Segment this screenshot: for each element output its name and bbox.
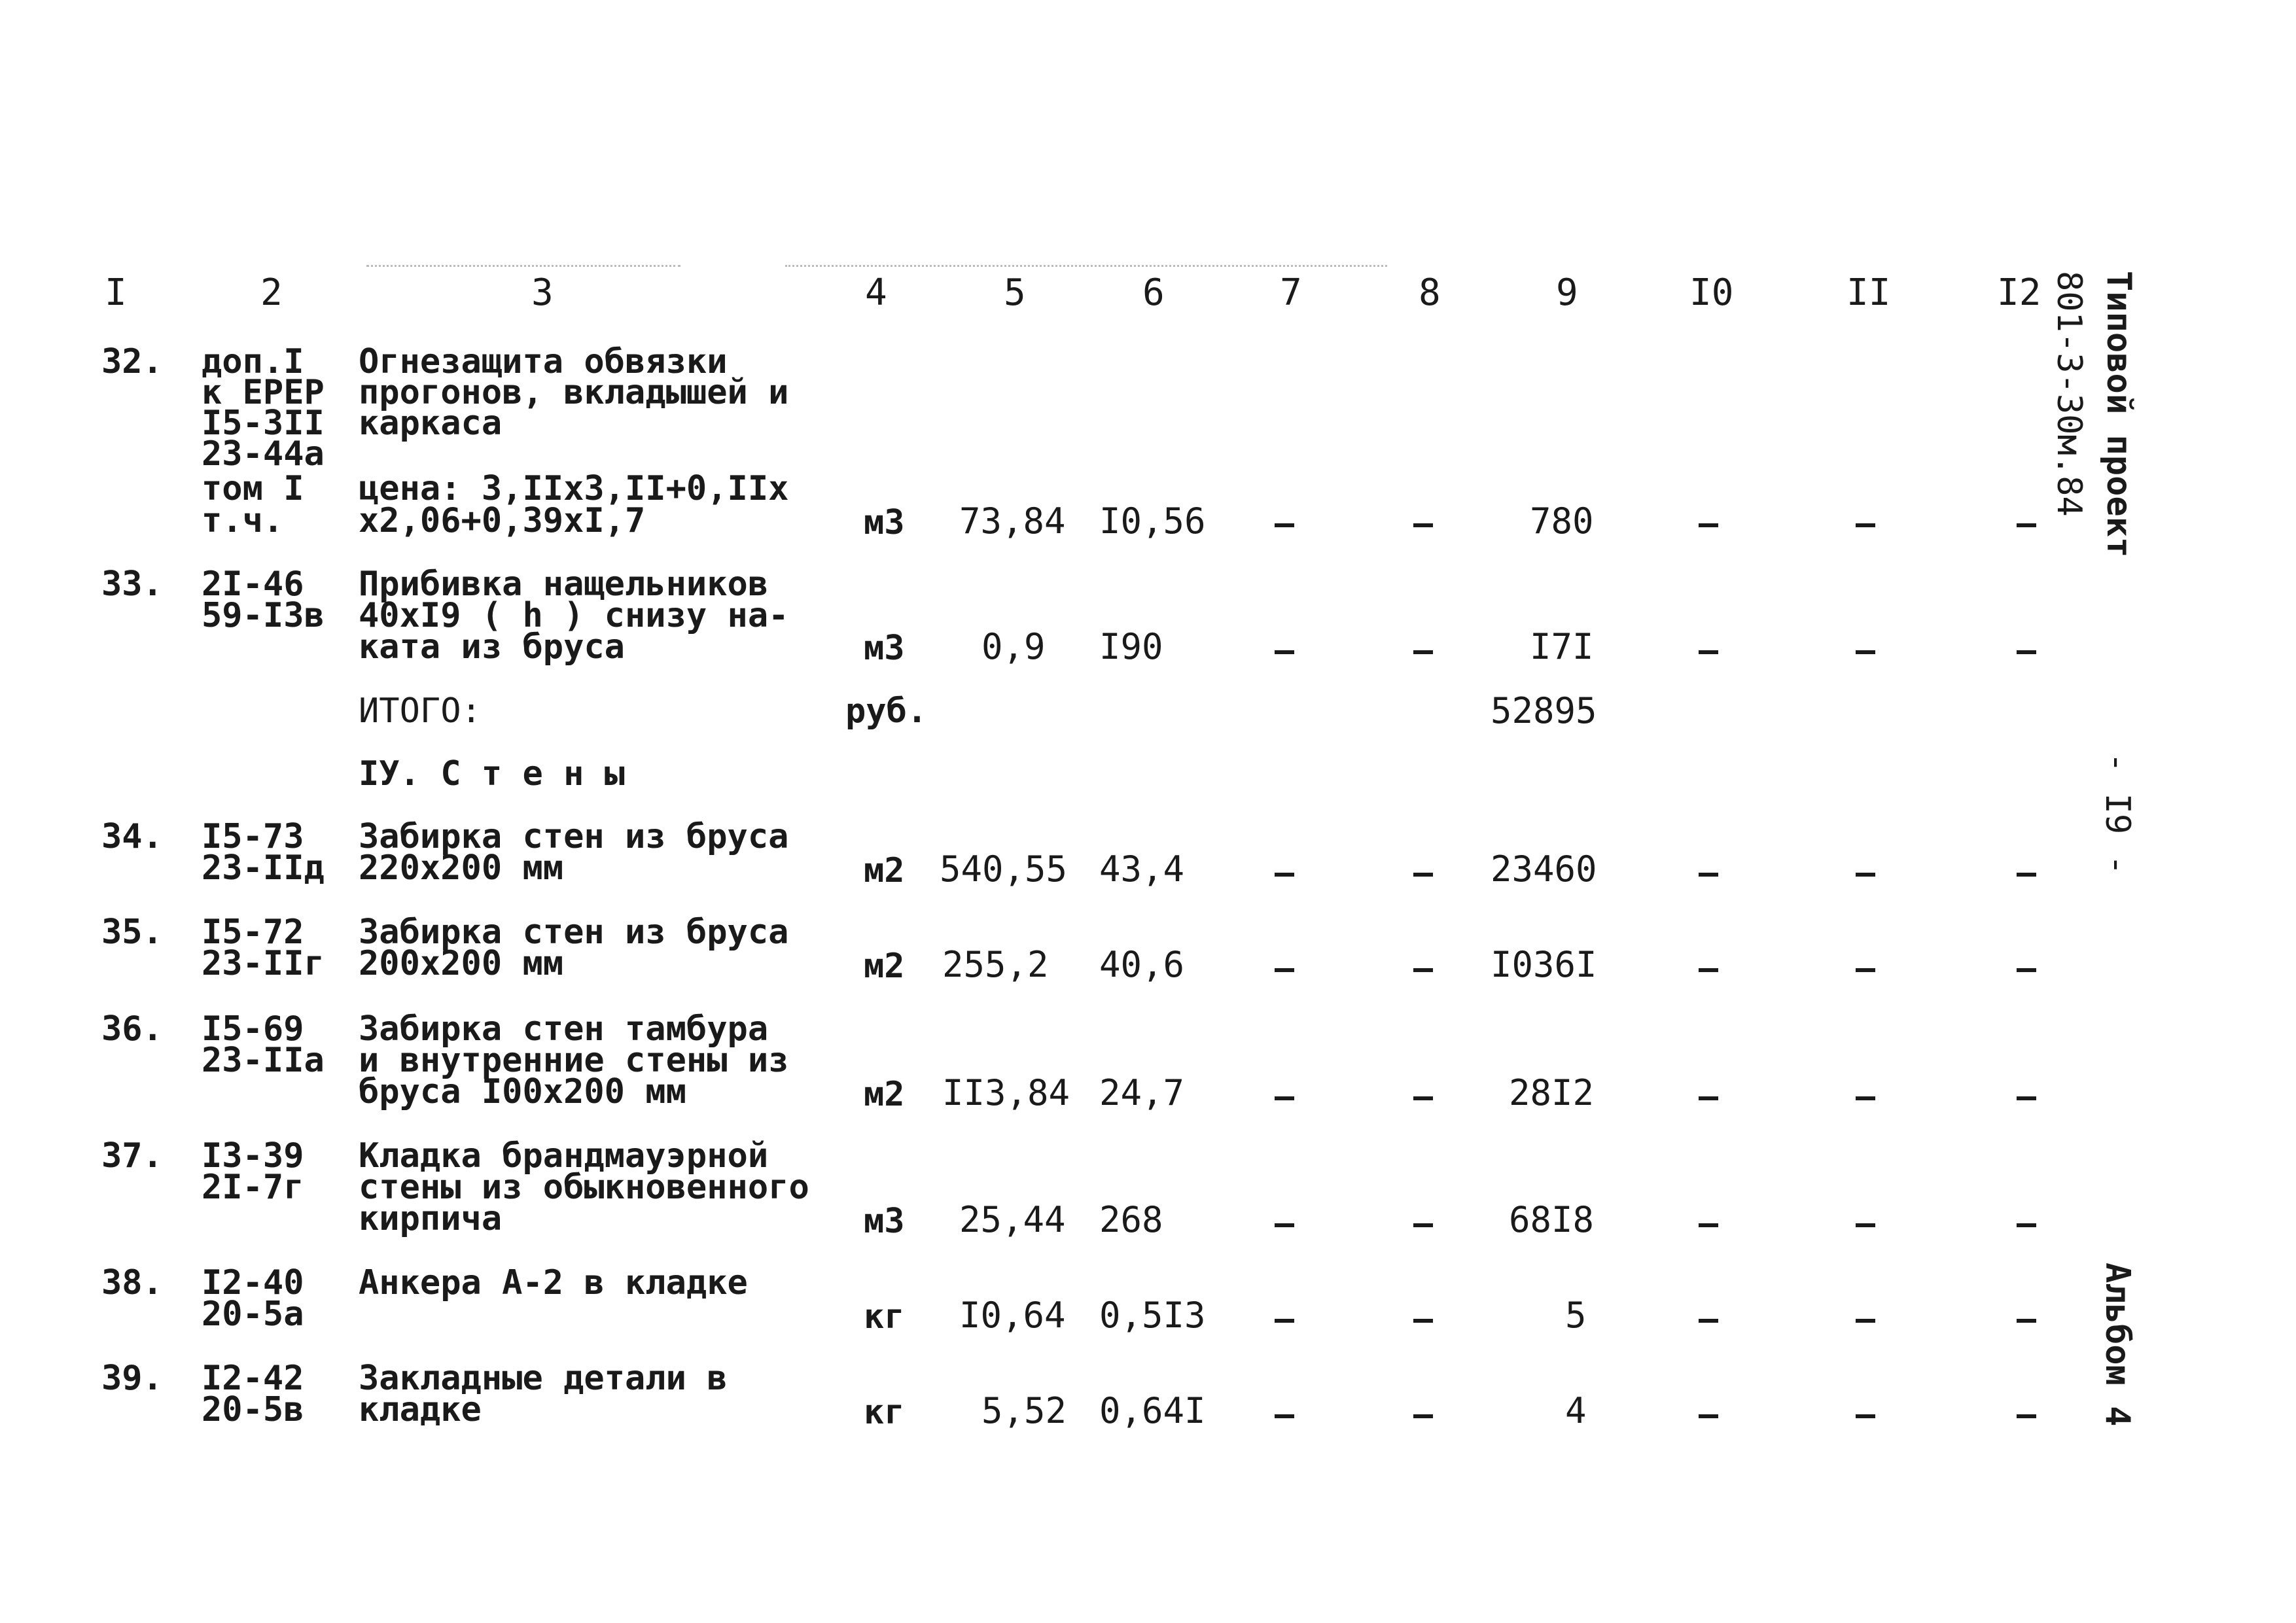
row-col11-dash <box>1856 1319 1875 1323</box>
row-ref-line: 2I-7г <box>202 1168 304 1207</box>
row-description-line: х2,06+0,39хI,7 <box>359 501 646 540</box>
row-unit-price: 0,64I <box>1099 1390 1206 1431</box>
row-col12-dash <box>2017 968 2036 972</box>
row-col8-dash <box>1413 1223 1433 1227</box>
col-header-10: I0 <box>1689 271 1734 314</box>
row-col7-dash <box>1275 650 1294 654</box>
row-total: 28I2 <box>1509 1072 1595 1113</box>
row-col11-dash <box>1856 1096 1875 1100</box>
subtotal-label: ИТОГО: <box>359 691 482 731</box>
side-album: Альбом 4 <box>2098 1263 2137 1427</box>
row-description-line: цена: 3,IIх3,II+0,IIх <box>359 469 789 508</box>
row-total: 4 <box>1565 1390 1587 1431</box>
row-description-line: 200х200 мм <box>359 944 564 983</box>
col-header-3: 3 <box>531 271 554 314</box>
row-number: 34. <box>101 817 163 856</box>
row-ref-line: I5-72 <box>202 913 304 952</box>
row-number: 39. <box>101 1359 163 1398</box>
col-header-9: 9 <box>1556 271 1578 314</box>
col-header-11: II <box>1846 271 1891 314</box>
row-unit: кг <box>864 1393 905 1432</box>
row-ref-line: том I <box>202 469 304 508</box>
row-total: I7I <box>1530 626 1594 667</box>
row-ref-line: 2I-46 <box>202 565 304 604</box>
row-quantity: II3,84 <box>942 1072 1070 1113</box>
col-header-6: 6 <box>1142 271 1165 314</box>
col-header-2: 2 <box>260 271 283 314</box>
row-col12-dash <box>2017 873 2036 877</box>
row-number: 33. <box>101 565 163 604</box>
row-col7-dash <box>1275 1223 1294 1227</box>
row-ref-line: I5-69 <box>202 1009 304 1049</box>
row-quantity: 5,52 <box>981 1390 1067 1431</box>
row-col8-dash <box>1413 968 1433 972</box>
row-col7-dash <box>1275 873 1294 877</box>
row-ref-line: 20-5а <box>202 1295 304 1334</box>
row-ref-line: I5-73 <box>202 817 304 856</box>
row-quantity: 540,55 <box>940 848 1068 890</box>
row-col12-dash <box>2017 1223 2036 1227</box>
row-number: 37. <box>101 1136 163 1176</box>
row-ref-line: 59-I3в <box>202 596 325 635</box>
row-number: 36. <box>101 1009 163 1049</box>
col-header-12: I2 <box>1997 271 2041 314</box>
row-col8-dash <box>1413 650 1433 654</box>
row-col10-dash <box>1699 968 1718 972</box>
row-description-line: Закладные детали в <box>359 1359 728 1398</box>
row-number: 35. <box>101 913 163 952</box>
row-unit-price: 40,6 <box>1099 944 1185 985</box>
row-unit: м3 <box>864 1202 905 1241</box>
row-unit: м2 <box>864 851 905 890</box>
side-project-code: 801-3-30м.84 <box>2049 271 2089 517</box>
row-description-line: стены из обыкновенного <box>359 1168 809 1207</box>
row-col12-dash <box>2017 1414 2036 1418</box>
row-col7-dash <box>1275 968 1294 972</box>
row-unit: м2 <box>864 1075 905 1114</box>
row-col11-dash <box>1856 523 1875 527</box>
row-unit-price: 24,7 <box>1099 1072 1185 1113</box>
row-ref-line: 23-IIд <box>202 848 325 888</box>
row-total: I036I <box>1491 944 1597 985</box>
row-description-line: 40хI9 ( h ) снизу на- <box>359 596 789 635</box>
row-number: 32. <box>101 342 163 381</box>
row-description-line: прогонов, вкладышей и <box>359 373 789 412</box>
row-col10-dash <box>1699 873 1718 877</box>
row-description-line: 220х200 мм <box>359 848 564 888</box>
side-project-title: Типовой проект <box>2099 271 2138 558</box>
row-col10-dash <box>1699 650 1718 654</box>
col-header-5: 5 <box>1004 271 1026 314</box>
row-col7-dash <box>1275 1414 1294 1418</box>
col-header-1: I <box>105 271 127 314</box>
row-description-line: Забирка стен из бруса <box>359 913 789 952</box>
row-unit-price: 43,4 <box>1099 848 1185 890</box>
row-col7-dash <box>1275 523 1294 527</box>
row-col11-dash <box>1856 1414 1875 1418</box>
row-col11-dash <box>1856 650 1875 654</box>
row-col10-dash <box>1699 1414 1718 1418</box>
row-quantity: 255,2 <box>942 944 1049 985</box>
row-col12-dash <box>2017 1096 2036 1100</box>
row-unit: м2 <box>864 947 905 986</box>
row-col8-dash <box>1413 1096 1433 1100</box>
col-header-4: 4 <box>865 271 887 314</box>
row-col8-dash <box>1413 523 1433 527</box>
row-quantity: 73,84 <box>959 500 1066 542</box>
row-col10-dash <box>1699 523 1718 527</box>
row-number: 38. <box>101 1263 163 1302</box>
subtotal-total: 52895 <box>1491 690 1597 731</box>
row-col11-dash <box>1856 968 1875 972</box>
header-divider <box>366 265 680 267</box>
row-description-line: и внутренние стены из <box>359 1041 789 1080</box>
row-quantity: 25,44 <box>959 1199 1066 1240</box>
row-ref-line: доп.I <box>202 342 304 381</box>
row-description-line: Прибивка нащельников <box>359 565 769 604</box>
col-header-8: 8 <box>1419 271 1441 314</box>
row-ref-line: т.ч. <box>202 501 284 540</box>
row-col10-dash <box>1699 1319 1718 1323</box>
row-col10-dash <box>1699 1096 1718 1100</box>
row-col8-dash <box>1413 873 1433 877</box>
row-description-line: ката из бруса <box>359 627 625 667</box>
header-divider <box>785 265 1387 267</box>
row-ref-line: I2-42 <box>202 1359 304 1398</box>
row-total: 5 <box>1565 1295 1587 1336</box>
row-unit-price: I90 <box>1099 626 1163 667</box>
row-col7-dash <box>1275 1096 1294 1100</box>
row-quantity: 0,9 <box>981 626 1046 667</box>
section-heading: IУ. С т е н ы <box>359 754 625 794</box>
row-unit: кг <box>864 1297 905 1336</box>
row-ref-line: I3-39 <box>202 1136 304 1176</box>
row-col11-dash <box>1856 1223 1875 1227</box>
row-col11-dash <box>1856 873 1875 877</box>
row-description-line: кладке <box>359 1390 482 1429</box>
row-col7-dash <box>1275 1319 1294 1323</box>
row-quantity: I0,64 <box>959 1295 1066 1336</box>
row-description-line: Забирка стен тамбура <box>359 1009 769 1049</box>
row-ref-line: 23-IIа <box>202 1041 325 1080</box>
row-unit-price: I0,56 <box>1099 500 1206 542</box>
side-page-number: - I9 - <box>2098 752 2137 875</box>
row-description-line: каркаса <box>359 404 503 443</box>
row-col8-dash <box>1413 1414 1433 1418</box>
row-ref-line: I5-3II <box>202 404 325 443</box>
row-col12-dash <box>2017 650 2036 654</box>
row-unit: м3 <box>864 503 905 542</box>
row-ref-line: 23-IIг <box>202 944 325 983</box>
row-description-line: бруса I00х200 мм <box>359 1072 686 1111</box>
row-col8-dash <box>1413 1319 1433 1323</box>
row-description-line: Огнезащита обвязки <box>359 342 728 381</box>
row-ref-line: к ЕРЕР <box>202 373 325 412</box>
row-description-line: Анкера А-2 в кладке <box>359 1263 748 1302</box>
row-unit-price: 268 <box>1099 1199 1163 1240</box>
row-unit-price: 0,5I3 <box>1099 1295 1206 1336</box>
row-total: 23460 <box>1491 848 1597 890</box>
row-col10-dash <box>1699 1223 1718 1227</box>
row-description-line: кирпича <box>359 1199 503 1238</box>
col-header-7: 7 <box>1280 271 1302 314</box>
row-total: 68I8 <box>1509 1199 1595 1240</box>
row-total: 780 <box>1530 500 1594 542</box>
row-description-line: Забирка стен из бруса <box>359 817 789 856</box>
row-ref-line: I2-40 <box>202 1263 304 1302</box>
row-unit: м3 <box>864 629 905 668</box>
row-col12-dash <box>2017 1319 2036 1323</box>
row-col12-dash <box>2017 523 2036 527</box>
row-ref-line: 23-44а <box>202 434 325 474</box>
subtotal-unit: руб. <box>845 691 928 731</box>
row-description-line: Кладка брандмауэрной <box>359 1136 769 1176</box>
row-ref-line: 20-5в <box>202 1390 304 1429</box>
